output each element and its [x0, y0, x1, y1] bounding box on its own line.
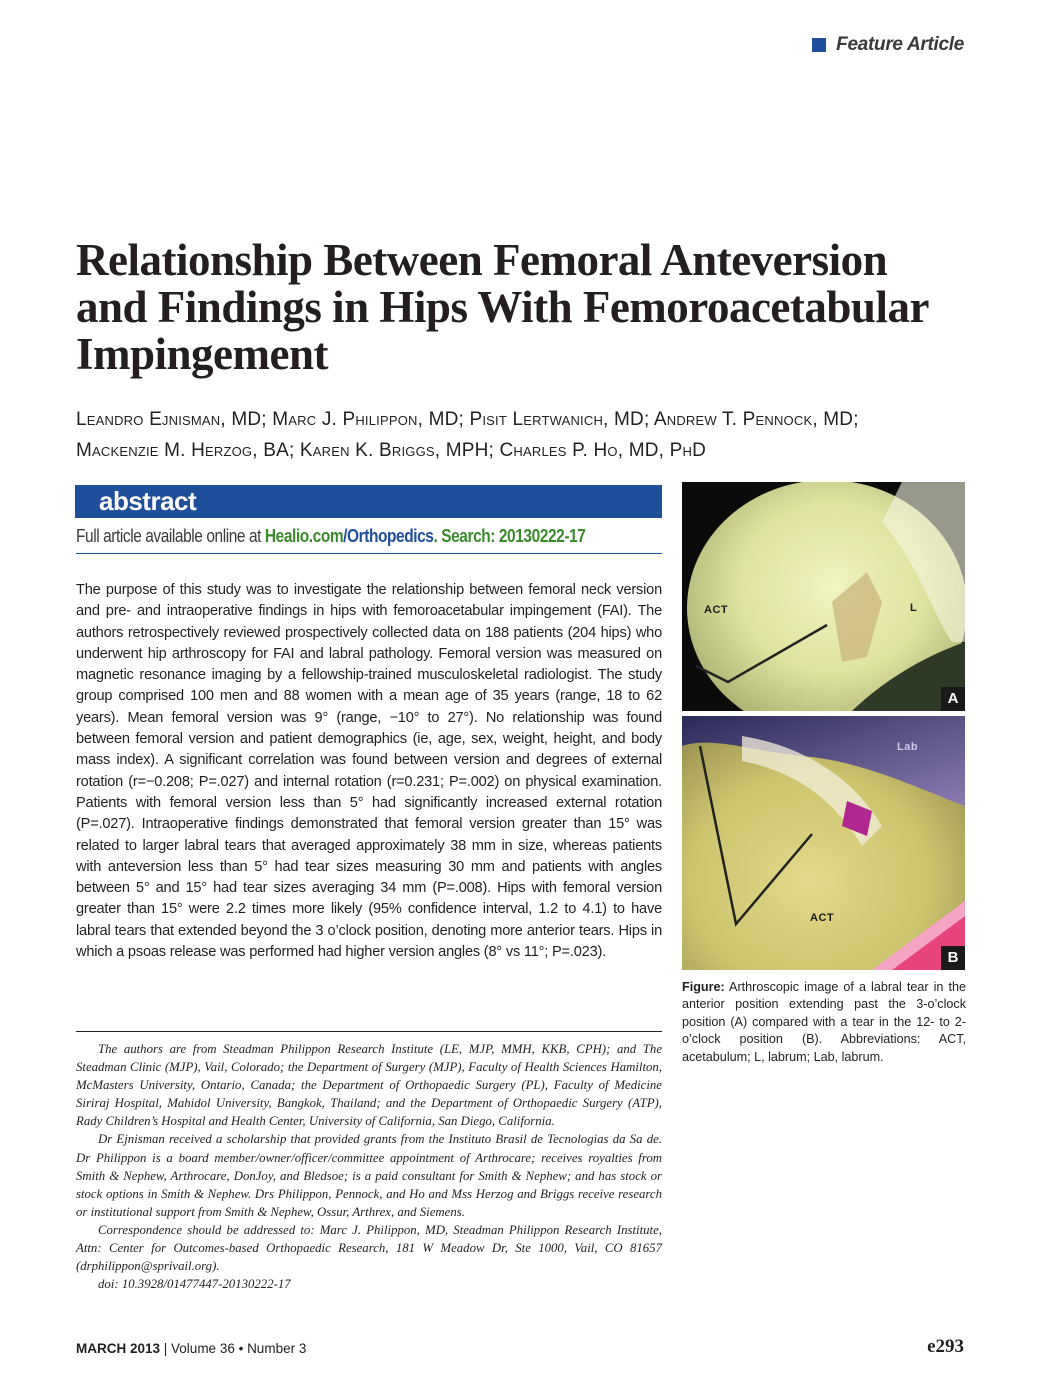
footnotes	[76, 1040, 662, 1293]
abstract-body: The purpose of this study was to investigate the relationship between femoral neck version and pre- and intraoperative findings in hips with femoroacetabular impingement (FAI). The authors retrospectively reviewed prospectively collected data on 188 patients (204 hips) who underwent hip arthroscopy for FAI and labral pathology. Femoral version was measured on magnetic resonance imaging by a fellowship-trained musculoskeletal radiologist. The study group comprised 100 men and 88 women with a mean age of 35 years (range, 18 to 62 years). Mean femoral version was 9° (range, −10° to 27°). No relationship was found between femoral version and patient demographics (ie, age, sex, weight, height, and body mass index). A significant correlation was found between version and degrees of external rotation (r=−0.208; P=.027) and internal rotation (r=0.231; P=.002) on physical examination. Patients with femoral version less than 5° had significantly increased external rotation (P=.027). Intraoperative findings demonstrated that femoral version greater than 15° was related to larger labral tears that averaged approximately 38 mm in size, whereas patients with anteversion less than 5° had tear sizes measuring 30 mm and patients with angles between 5° and 15° had tear sizes averaging 34 mm (P=.008). Hips with femoral version greater than 15° were 2.2 times more likely (95% confidence interval, 1.2 to 4.1) to have labral tears that extended beyond the 3 o’clock position, denoting more anterior tears. Hips in which a psoas release was performed had higher version angles (8° vs 11°; P=.023).	[76, 582, 662, 961]
page-number: e293	[927, 1336, 964, 1357]
section-label: Feature Article	[836, 34, 964, 55]
title-line: and Findings in Hips With Femoroacetabular	[76, 282, 929, 332]
label-lab-b: Lab	[897, 741, 919, 753]
author-line: Leandro Ejnisman, MD; Marc J. Philippon, MD; Pisit Lertwanich, MD; Andrew T. Pennock, MD;	[76, 409, 859, 430]
footnote-divider	[76, 1031, 662, 1032]
online-rule-divider	[76, 553, 662, 554]
caption-label: Figure:	[682, 980, 725, 994]
footer-volume: | Volume 36 • Number 3	[160, 1341, 307, 1356]
online-site-link[interactable]: Healio.com	[264, 526, 344, 546]
footer-issue-info	[76, 1341, 306, 1356]
online-prefix: Full article available online at	[76, 526, 265, 546]
abstract-banner	[75, 485, 662, 518]
figure-panel-b	[682, 716, 965, 970]
title-line: Impingement	[76, 329, 328, 379]
figure-caption	[682, 979, 966, 1066]
author-line: Mackenzie M. Herzog, BA; Karen K. Briggs, MPH; Charles P. Ho, MD, PhD	[76, 440, 706, 461]
title-line: Relationship Between Femoral Anteversion	[76, 235, 888, 285]
affiliation-note: The authors are from Steadman Philippon Research Institute (LE, MJP, MMH, KKB, CPH); and The Steadman Clinic (MJP), Vail, Colorado; the Department of Surgery (MJP), Faculty of Health Sciences Hamilton, McMasters University, Ontario, Canada; the Department of Orthopaedic Surgery (PL), Faculty of Medicine Siriraj Hospital, Mahidol University, Bangkok, Thailand; and the Department of Orthopaedic Surgery (ATP), Rady Children’s Hospital and Health Center, University of California, San Diego, California.	[76, 1042, 662, 1129]
panel-letter-a: A	[941, 687, 965, 711]
article-title	[76, 237, 976, 378]
abstract-heading: abstract	[99, 486, 197, 516]
section-tag	[812, 34, 964, 56]
label-act-a: ACT	[704, 604, 729, 616]
arthroscopic-image-b	[682, 716, 965, 970]
footer-month: MARCH 2013	[76, 1341, 161, 1356]
panel-letter-b: B	[941, 946, 965, 970]
arthroscopic-image-a	[682, 482, 965, 711]
online-path-link[interactable]: /Orthopedics	[343, 526, 434, 546]
doi-note: doi: 10.3928/01477447-20130222-17	[98, 1277, 291, 1292]
label-l-a: L	[910, 602, 918, 614]
label-act-b: ACT	[810, 912, 835, 924]
section-square-icon	[812, 38, 826, 52]
online-search-text: . Search: 20130222-17	[433, 526, 586, 546]
author-list	[76, 404, 976, 466]
online-availability-line	[76, 524, 586, 548]
caption-text: Arthroscopic image of a labral tear in the anterior position extending past the 3-o’clock position (A) compared with a tear in the 12- to 2-o’clock position (B). Abbreviations: ACT, acetabulum; L, labrum; Lab, labrum.	[682, 980, 966, 1064]
correspondence-note: Correspondence should be addressed to: Marc J. Philippon, MD, Steadman Philippon Research Institute, Attn: Center for Outcomes-based Orthopaedic Research, 181 W Meadow Dr, Ste 1000, Vail, CO 81657 (drphilippon@sprivail.org).	[76, 1222, 662, 1274]
figure-panel-a	[682, 482, 965, 711]
disclosure-note: Dr Ejnisman received a scholarship that provided grants from the Instituto Brasil de Tecnologias da Sa de. Dr Philippon is a board member/owner/officer/committee appointment of Arthrocare; receives royalties from Smith & Nephew, Arthrocare, DonJoy, and Bledsoe; is a paid consultant for Smith & Nephew; and has stock or stock options in Smith & Nephew. Drs Philippon, Pennock, and Ho and Mss Herzog and Briggs receive research or institutional support from Smith & Nephew, Ossur, Arthrex, and Siemens.	[76, 1132, 662, 1219]
